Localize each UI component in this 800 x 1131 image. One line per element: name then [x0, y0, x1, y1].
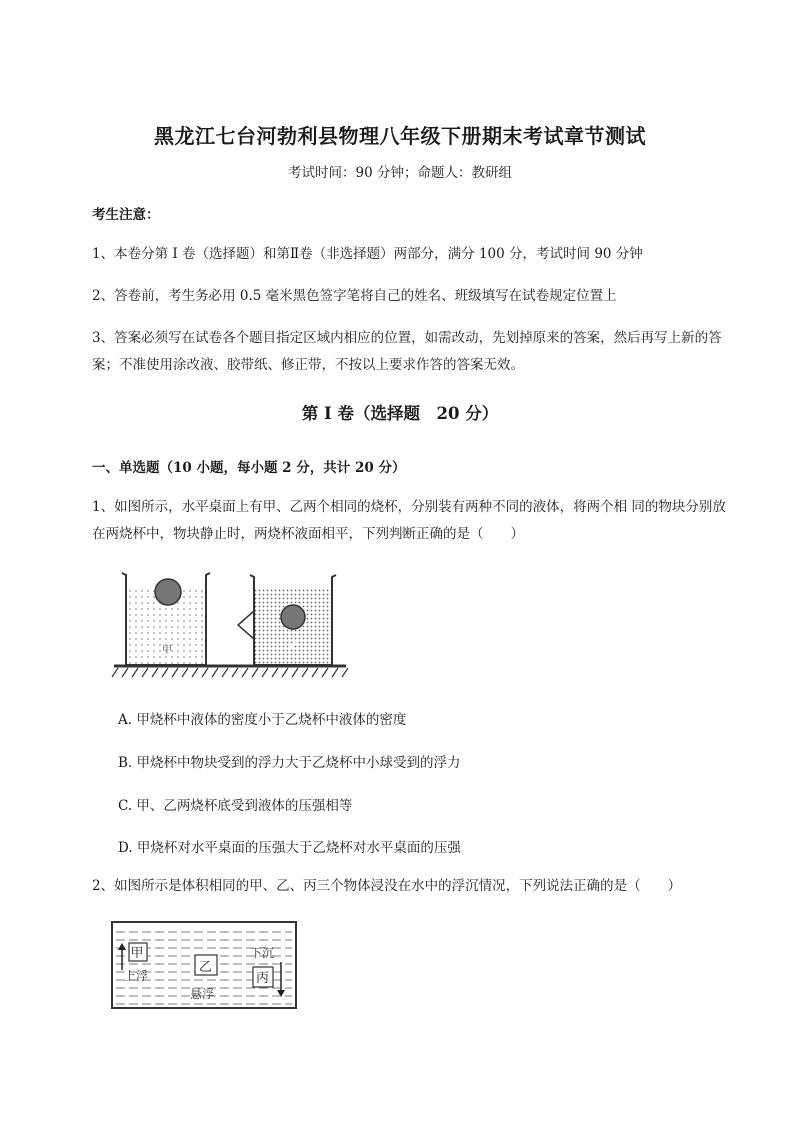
notice-item-3: 3、答案必须写在试卷各个题目指定区域内相应的位置，如需改动，先划掉原来的答案，然后再写上新的答案；不准使用涂改液、胶带纸、修正带，不按以上要求作答的答案无效。 — [92, 330, 722, 373]
label-suspend: 悬浮 — [190, 987, 215, 1001]
beakers-figure — [110, 565, 350, 685]
mc-heading: 一、单选题（10 小题，每小题 2 分，共计 20 分） — [92, 460, 406, 476]
water-tank-figure — [110, 920, 300, 1012]
notice-item-2: 2、答卷前，考生务必用 0.5 毫米黑色签字笔将自己的姓名、班级填写在试卷规定位置上 — [92, 288, 617, 304]
object-yi — [195, 955, 217, 975]
question-2-stem: 2、如图所示是体积相同的甲、乙、丙三个物体浸没在水中的浮沉情况，下列说法正确的是（ ） — [92, 878, 682, 894]
option-c: C. 甲、乙两烧杯底受到液体的压强相等 — [118, 798, 353, 814]
block-jia — [155, 579, 181, 605]
svg-text:乙: 乙 — [199, 960, 213, 975]
page-title: 黑龙江七台河勃利县物理八年级下册期末考试章节测试 — [154, 124, 646, 148]
label-sink: 下沉 — [250, 946, 275, 960]
svg-text:丙: 丙 — [256, 971, 270, 986]
section-title: 第 I 卷（选择题 20 分） — [301, 404, 499, 423]
object-bing — [253, 967, 273, 987]
option-b: B. 甲烧杯中物块受到的浮力大于乙烧杯中小球受到的浮力 — [118, 755, 461, 771]
beaker-jia — [122, 573, 210, 665]
table-hatching — [112, 668, 348, 677]
label-float-up: 上浮 — [124, 969, 149, 983]
notice-heading: 考生注意： — [92, 207, 160, 223]
option-d: D. 甲烧杯对水平桌面的压强大于乙烧杯对水平桌面的压强 — [118, 840, 461, 856]
block-yi — [281, 605, 305, 629]
option-a: A. 甲烧杯中液体的密度小于乙烧杯中液体的密度 — [118, 712, 407, 728]
beaker-yi — [238, 575, 336, 665]
notice-item-1: 1、本卷分第 I 卷（选择题）和第Ⅱ卷（非选择题）两部分，满分 100 分，考试时间 90 分钟 — [92, 246, 643, 262]
object-jia — [129, 943, 147, 961]
exam-info: 考试时间：90 分钟；命题人：教研组 — [288, 165, 512, 181]
svg-text:甲: 甲 — [130, 946, 144, 961]
question-1-stem: 1、如图所示，水平桌面上有甲、乙两个相同的烧杯，分别装有两种不同的液体，将两个相 同的物块分别放在两烧杯中，物块静止时，两烧杯液面相平，下列判断正确的是（ ） — [92, 499, 726, 542]
beaker-jia-label: 甲 — [162, 645, 172, 656]
